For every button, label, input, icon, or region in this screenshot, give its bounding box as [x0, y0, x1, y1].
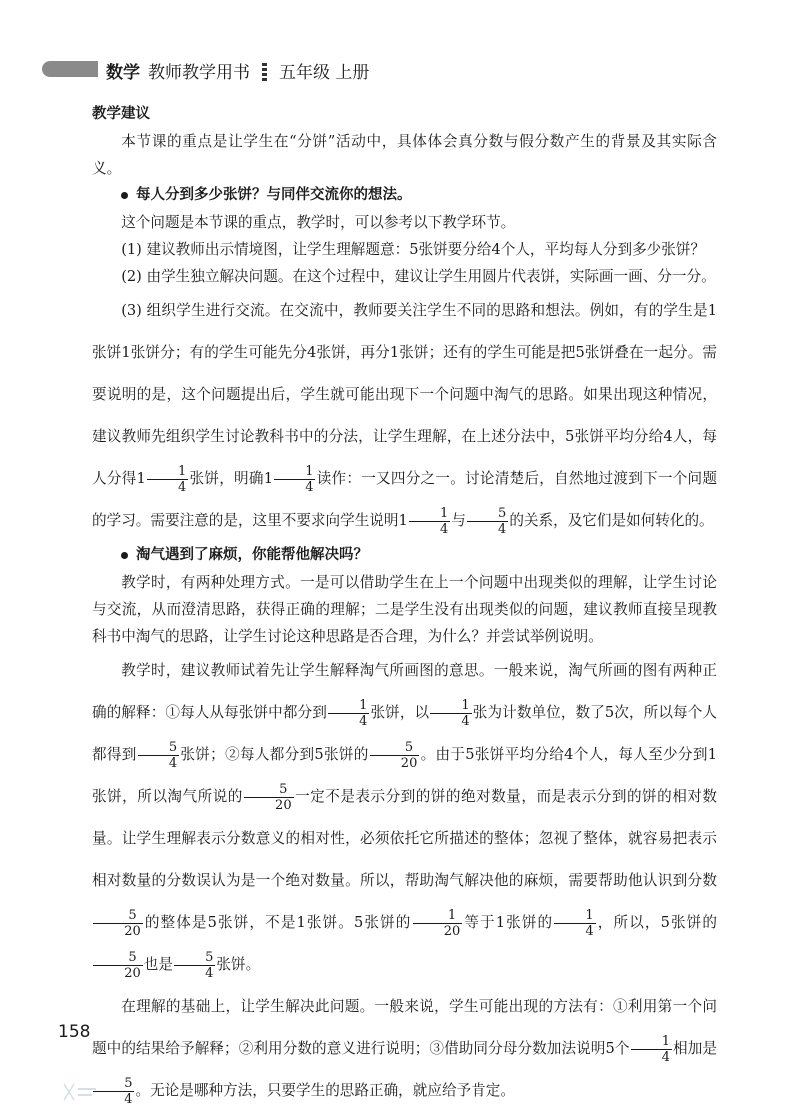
text-run: 也是 — [143, 956, 173, 973]
text-run: 张饼。 — [216, 956, 261, 973]
mixed-whole: 1 — [398, 512, 408, 529]
denominator: 20 — [93, 923, 143, 939]
denominator: 4 — [93, 1091, 134, 1107]
fraction-1-4 — [147, 464, 188, 495]
fraction-1-4 — [328, 698, 369, 729]
denominator: 4 — [138, 755, 179, 771]
q2-paragraph-2 — [92, 650, 717, 986]
q1-paragraph-2: (1) 建议教师出示情境图，让学生理解题意：5张饼要分给4个人，平均每人分到多少张饼？ — [121, 241, 706, 258]
denominator: 20 — [244, 797, 294, 813]
page-number: 158 — [58, 1022, 91, 1042]
q2-paragraph-1: 教学时，有两种处理方式。一是可以借助学生在上一个问题中出现类似的理解，让学生讨论与交流，从而澄清思路，获得正确的理解；二是学生没有出现类似的问题，建议教师直接呈现教科书中淘气的思路，让学生讨论这种思路是否合理，为什么？并尝试举例说明。 — [92, 574, 717, 645]
text-run: 在理解的基础上，让学生解决此问题。一般来说，学生可能出现的方法有：①利用第一个问题中的结果给予解释；②利用分数的意义进行说明；③借助同分母分数加法说明5个 — [92, 998, 717, 1057]
text-run: 相加是 — [672, 1040, 717, 1057]
header-grade: 五年级 上册 — [279, 63, 370, 83]
fraction-1-4 — [631, 1034, 672, 1065]
numerator: 5 — [128, 907, 137, 923]
numerator: 5 — [279, 781, 288, 797]
numerator: 5 — [205, 949, 214, 965]
page-body — [92, 101, 717, 1112]
numerator: 5 — [124, 1075, 133, 1091]
text-run: 读作：一又四分之一。讨论清楚后，自然地过渡到下一个问题的学习。需要注意的是，这里不要求向学生说明 — [92, 470, 717, 529]
fraction-1-4 — [274, 464, 315, 495]
denominator: 4 — [430, 713, 471, 729]
text-run: 的关系，及它们是如何转化的。 — [509, 512, 714, 529]
fraction-1-20 — [413, 908, 463, 939]
watermark-icon — [60, 1080, 100, 1104]
fraction-5-4 — [467, 506, 508, 537]
text-run: 张为计数单位，数了5次，所以每个人都得到 — [92, 704, 717, 763]
q2-paragraph-3 — [92, 986, 717, 1112]
fraction-1-4 — [430, 698, 471, 729]
denominator: 4 — [274, 479, 315, 495]
text-run: 张饼；②每人都分到5张饼的 — [180, 746, 369, 763]
denominator: 4 — [554, 923, 595, 939]
header-decoration-bar — [42, 61, 98, 77]
fraction-5-20 — [93, 908, 143, 939]
numerator: 1 — [461, 697, 470, 713]
fraction-1-4 — [409, 506, 450, 537]
question-heading-1-text: 每人分到多少张饼？与同伴交流你的想法。 — [136, 187, 412, 203]
text-run: 与 — [451, 512, 466, 529]
text-run: (3) 组织学生进行交流。在交流中，教师要关注学生不同的思路和想法。例如，有的学生是1张饼1张饼分；有的学生可能先分4张饼，再分1张饼；还有的学生可能是把5张饼叠在一起分。需要说明的是，这个问题提出后，学生就可能出现下一个问题中淘气的思路。如果出现这种情况，建议教师先组织学生讨论教科书中的分法，让学生理解，在上述分法中，5张饼平均分给4人，每人分得 — [92, 302, 717, 487]
denominator: 4 — [328, 713, 369, 729]
question-heading-2-text: 淘气遇到了麻烦，你能帮他解决吗？ — [136, 547, 368, 563]
text-run: 。无论是哪种方法，只要学生的思路正确，就应给予肯定。 — [135, 1082, 515, 1099]
fraction-5-4 — [138, 740, 179, 771]
mixed-whole: 1 — [263, 470, 273, 487]
running-header — [106, 58, 369, 83]
denominator: 4 — [467, 521, 508, 537]
numerator: 5 — [168, 739, 178, 755]
section-intro: 本节课的重点是让学生在“分饼”活动中，具体体会真分数与假分数产生的背景及其实际含义。 — [92, 133, 717, 177]
numerator: 1 — [447, 907, 457, 923]
denominator: 4 — [174, 965, 215, 981]
numerator: 1 — [661, 1033, 670, 1049]
numerator: 1 — [585, 907, 594, 923]
q1-paragraph-1: 这个问题是本节课的重点，教学时，可以参考以下教学环节。 — [121, 214, 516, 231]
fraction-5-20 — [370, 740, 420, 771]
text-run: 的整体是5张饼，不是1张饼。5张饼的 — [143, 914, 412, 931]
q1-paragraph-3: (2) 由学生独立解决问题。在这个过程中，建议让学生用圆片代表饼，实际画一画、分一分。 — [121, 268, 716, 285]
text-run: 等于1张饼的 — [463, 914, 554, 931]
denominator: 20 — [413, 923, 463, 939]
numerator: 1 — [439, 505, 449, 521]
text-run: 。由于5张饼平均分给4个人，每人至少分到1张饼，所以淘气所说的 — [92, 746, 717, 805]
header-subject: 数学 — [106, 63, 140, 83]
mixed-whole: 1 — [136, 470, 146, 487]
section-title: 教学建议 — [92, 106, 150, 122]
numerator: 5 — [128, 949, 137, 965]
numerator: 1 — [359, 697, 368, 713]
denominator: 4 — [631, 1049, 672, 1065]
question-heading-1 — [92, 182, 717, 209]
fraction-5-20 — [93, 950, 143, 981]
denominator: 4 — [147, 479, 188, 495]
question-heading-2 — [92, 542, 717, 569]
denominator: 20 — [93, 965, 143, 981]
text-run: 教学时，建议教师试着先让学生解释淘气所画图的意思。一般来说，淘气所画的图有两种正确的解释：①每人从每张饼中都分到 — [92, 662, 717, 721]
fraction-5-4 — [174, 950, 215, 981]
text-run: 张饼，以 — [370, 704, 430, 721]
header-book: 教师教学用书 — [148, 63, 250, 83]
text-run: 张饼，明确 — [189, 470, 264, 487]
numerator: 1 — [305, 463, 314, 479]
fraction-5-20 — [244, 782, 294, 813]
numerator: 1 — [178, 463, 187, 479]
denominator: 4 — [409, 521, 450, 537]
bullet-icon — [121, 552, 128, 559]
numerator: 5 — [404, 739, 414, 755]
bullet-icon — [121, 192, 128, 199]
q1-paragraph-4 — [92, 290, 717, 542]
numerator: 5 — [498, 505, 507, 521]
fraction-1-4 — [554, 908, 595, 939]
denominator: 20 — [370, 755, 420, 771]
text-run: 一定不是表示分到的饼的绝对数量，而是表示分到的饼的相对数量。让学生理解表示分数意义的相对性，必须依托它所描述的整体；忽视了整体，就容易把表示相对数量的分数误认为是一个绝对数量。所以，帮助淘气解决他的麻烦，需要帮助他认识到分数 — [92, 788, 717, 889]
header-separator — [262, 63, 267, 81]
text-run: ，所以，5张饼的 — [596, 914, 717, 931]
